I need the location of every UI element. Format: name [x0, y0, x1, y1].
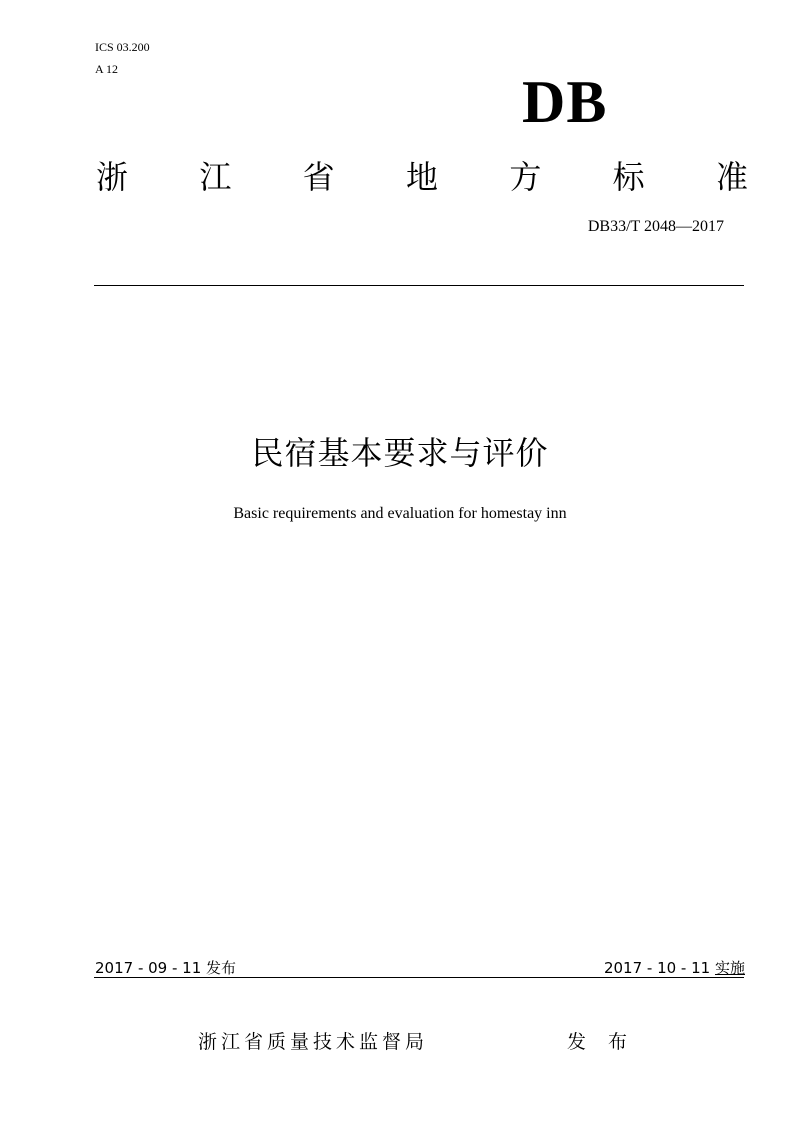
ccs-code: A 12 — [95, 62, 119, 76]
issued-date: 2017 - 09 - 11 — [95, 959, 202, 977]
standard-number: DB33/T 2048—2017 — [587, 218, 724, 235]
top-divider — [94, 285, 744, 286]
issued-label: 发布 — [206, 959, 237, 977]
banner-char: 江 — [199, 158, 232, 196]
banner-char: 地 — [405, 158, 438, 196]
issued-date-line — [95, 958, 236, 978]
title-english: Basic requirements and evaluation for homestay inn — [233, 505, 567, 522]
banner-char: 准 — [715, 158, 748, 196]
banner-char: 方 — [509, 158, 542, 196]
issue-word: 发 布 — [567, 1031, 636, 1053]
bottom-divider — [94, 977, 744, 978]
implemented-date: 2017 - 10 - 11 — [603, 959, 711, 977]
banner-char: 省 — [302, 158, 335, 196]
db-mark: DB — [522, 69, 608, 135]
title-chinese: 民宿基本要求与评价 — [251, 434, 549, 472]
implemented-date-line — [604, 958, 745, 978]
issuing-authority: 浙江省质量技术监督局 — [198, 1031, 429, 1053]
ics-code: ICS 03.200 — [95, 40, 150, 54]
banner-char: 浙 — [96, 158, 129, 196]
banner-char: 标 — [612, 158, 645, 196]
standard-banner — [96, 155, 748, 199]
implemented-label: 实施 — [714, 959, 745, 977]
